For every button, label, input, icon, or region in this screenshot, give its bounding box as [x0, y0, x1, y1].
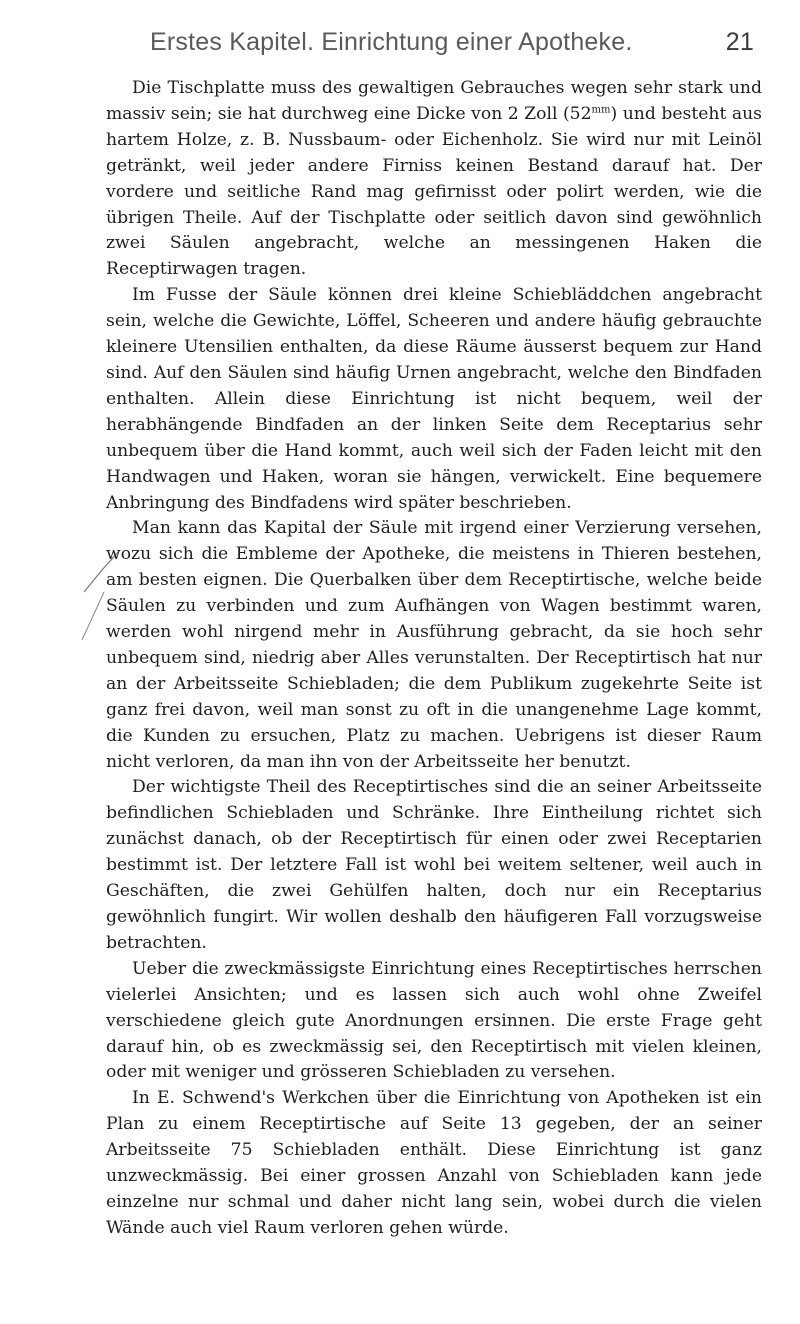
- paragraph-4: Der wichtigste Theil des Receptirtisches sind die an seiner Arbeitsseite befindlichen Schiebladen und Schränke. Ihre Eintheilung richtet sich zunächst danach, ob der Receptirtisch für einen oder zwei Receptarien bestimmt ist. Der letztere Fall ist wohl bei weitem seltener, weil auch in Geschäften, die zwei Gehülfen halten, doch nur ein Receptarius gewöhnlich fungirt. Wir wollen deshalb den häufigeren Fall vorzugsweise betrachten.: [106, 777, 762, 953]
- paragraph-3: Man kann das Kapital der Säule mit irgend einer Verzierung versehen, wozu sich die Embleme der Apotheke, die meistens in Thieren bestehen, am besten eignen. Die Querbalken über dem Receptirtische, welche beide Säulen zu verbinden und zum Aufhängen von Wagen bestimmt waren, werden wohl nirgend mehr in Ausführung gebracht, da sie hoch sehr unbequem sind, niedrig aber Alles verunstalten. Der Receptirtisch hat nur an der Arbeitsseite Schiebladen; die dem Publikum zugekehrte Seite ist ganz frei davon, weil man sonst zu oft in die unangenehme Lage kommt, die Kunden zu ersuchen, Platz zu machen. Uebrigens ist dieser Raum nicht verloren, da man ihn von der Arbeitsseite her benutzt.: [106, 518, 762, 772]
- paragraph-6: In E. Schwend's Werkchen über die Einrichtung von Apotheken ist ein Plan zu einem Receptirtische auf Seite 13 gegeben, der an seiner Arbeitsseite 75 Schiebladen enthält. Diese Einrichtung ist ganz unzweckmässig. Bei einer grossen Anzahl von Schiebladen kann jede einzelne nur schmal und daher nicht lang sein, wobei durch die vielen Wände auch viel Raum verloren gehen würde.: [106, 1088, 762, 1238]
- paragraph-5: Ueber die zweckmässigste Einrichtung eines Receptirtisches herrschen vielerlei Ansichten; und es lassen sich auch wohl ohne Zweifel verschiedene gleich gute Anordnungen ersinnen. Die erste Frage geht darauf hin, ob es zweckmässig sei, den Receptirtisch mit vielen kleinen, oder mit weniger und grösseren Schiebladen zu versehen.: [106, 958, 762, 1083]
- page-number: 21: [725, 28, 754, 56]
- body-text: [106, 76, 762, 1242]
- chapter-title: Erstes Kapitel. Einrichtung einer Apotheke.: [150, 28, 633, 56]
- paragraph-2: Im Fusse der Säule können drei kleine Schiebläddchen angebracht sein, welche die Gewichte, Löffel, Scheeren und andere häufig gebrauchte kleinere Utensilien enthalten, da diese Räume äusserst bequem zur Hand sind. Auf den Säulen sind häufig Urnen angebracht, welche den Bindfaden enthalten. Allein diese Einrichtung ist nicht bequem, weil der herabhängende Bindfaden an der linken Seite dem Receptarius sehr unbequem über die Hand kommt, auch weil sich der Faden leicht mit den Handwagen und Haken, woran sie hängen, verwickelt. Eine bequemere Anbringung des Bindfadens wird später beschrieben.: [106, 285, 762, 513]
- paragraph-1: Die Tischplatte muss des gewaltigen Gebrauches wegen sehr stark und massiv sein; sie hat durchweg eine Dicke von 2 Zoll $(52^{mm})$ und besteht aus hartem Holze, z. B. Nussbaum- oder Eichenholz. Sie wird nur mit Leinöl getränkt, weil jeder andere Firniss keinen Bestand darauf hat. Der vordere und seitliche Rand mag gefirnisst oder polirt werden, wie die übrigen Theile. Auf der Tischplatte oder seitlich davon sind gewöhnlich zwei Säulen angebracht, welche an messingenen Haken die Receptirwagen tragen.: [106, 78, 762, 280]
- running-head: [92, 28, 754, 68]
- unit-superscript: mm: [591, 104, 611, 116]
